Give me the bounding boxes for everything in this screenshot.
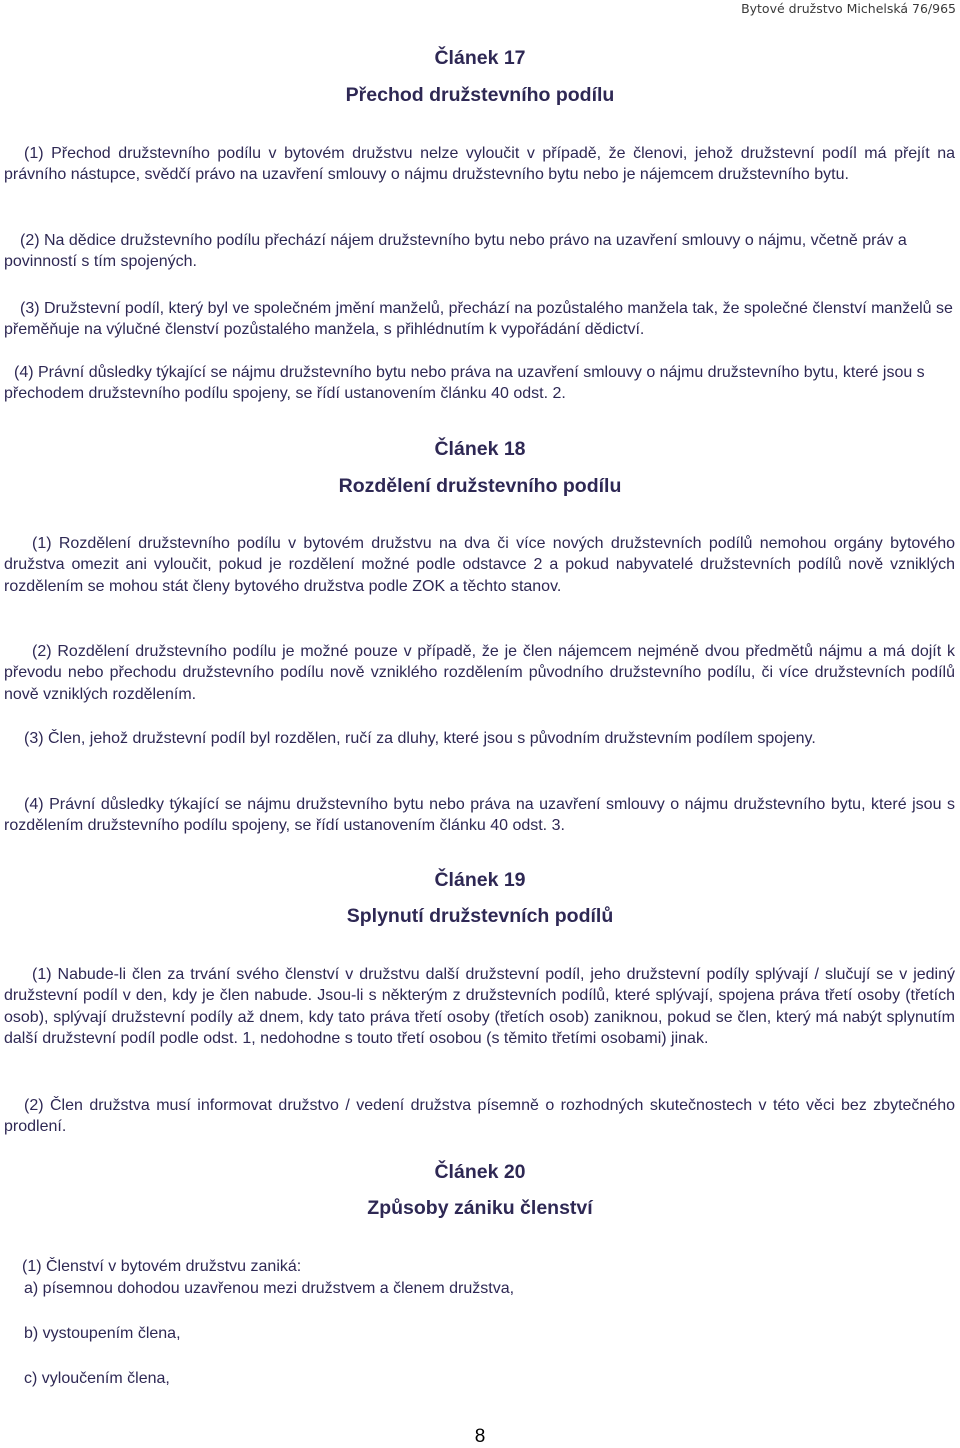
running-header: Bytové družstvo Michelská 76/965 [741, 1, 956, 16]
article-19-paragraph-2: (2) Člen družstva musí informovat družstvo / vedení družstva písemně o rozhodných skutečnostech v této věci bez zbytečného prodlení. [4, 1097, 955, 1136]
page-number: 8 [474, 1426, 486, 1447]
article-20-title: Způsoby zániku členství [367, 1197, 593, 1219]
article-18-paragraph-4: (4) Právní důsledky týkající se nájmu družstevního bytu nebo práva na uzavření smlouvy o nájmu družstevního bytu, které jsou s rozdělením družstevního podílu spojeny, se řídí ustanovením článku 40 odst. 3. [4, 796, 955, 835]
article-19-number: Článek 19 [434, 869, 526, 891]
article-19-title: Splynutí družstevních podílů [346, 905, 614, 927]
list-item-a: a) písemnou dohodou uzavřenou mezi družstvem a členem družstva, [24, 1280, 515, 1297]
article-18-number: Článek 18 [434, 438, 526, 460]
list-item-b: b) vystoupením člena, [24, 1325, 181, 1342]
article-17-paragraph-3: (3) Družstevní podíl, který byl ve společném jmění manželů, přechází na pozůstalého manžela tak, že společné členství manželů se přeměňuje na výlučné členství pozůstalého manžela, s přihlédnutím k vypořádání dědictví. [4, 300, 953, 339]
article-18-title: Rozdělení družstevního podílu [338, 475, 622, 497]
article-20-intro: (1) Členství v bytovém družstvu zaniká: [22, 1258, 302, 1275]
article-19-paragraph-1: (1) Nabude-li člen za trvání svého členství v družstvu další družstevní podíl, jeho družstevní podíly splývají / slučují se v jediný družstevní podíl v den, kdy je člen nabude. Jsou-li s některým z družstevních podílů, které splývají, spojena práva třetí osoby (třetích osob), splývají družstevní podíly až dnem, kdy tato práva třetí osoby (třetích osob) zaniknou, pokud se člen, který má nabýt splynutím další družstevní podíl podle odst. 1, nedohodne s touto třetí osobou (s těmito třetími osobami) jinak. [4, 966, 955, 1047]
article-18-paragraph-1: (1) Rozdělení družstevního podílu v bytovém družstvu na dva či více nových družstevních podílů nemohou orgány bytového družstva omezit ani vyloučit, pokud je rozdělení možné podle odstavce 2 a pokud nabyvatelé družstevních podílů nově vzniklých rozdělením se mohou stát členy bytového družstva podle ZOK a těchto stanov. [4, 535, 955, 595]
article-17-paragraph-1: (1) Přechod družstevního podílu v bytovém družstvu nelze vyloučit v případě, že členovi, jehož družstevní podíl má přejít na právního nástupce, svědčí právo na uzavření smlouvy o nájmu družstevního bytu nebo je nájemcem družstevního bytu. [4, 145, 955, 184]
article-17-paragraph-2: (2) Na dědice družstevního podílu přechází nájem družstevního bytu nebo právo na uzavření smlouvy o nájmu, včetně práv a povinností s tím spojených. [4, 232, 907, 271]
article-17-number: Článek 17 [434, 47, 526, 69]
article-17-paragraph-4: (4) Právní důsledky týkající se nájmu družstevního bytu nebo práva na uzavření smlouvy o nájmu družstevního bytu, které jsou s přechodem družstevního podílu spojeny, se řídí ustanovením článku 40 odst. 2. [4, 364, 925, 403]
article-18-paragraph-3: (3) Člen, jehož družstevní podíl byl rozdělen, ručí za dluhy, které jsou s původním družstevním podílem spojeny. [24, 730, 816, 747]
article-18-paragraph-2: (2) Rozdělení družstevního podílu je možné pouze v případě, že je člen nájemcem nejméně dvou předmětů nájmu a má dojít k převodu nebo přechodu družstevního podílu nově vzniklého rozdělením původního družstevního podílu, či více družstevních podílů nově vzniklých rozdělením. [4, 643, 955, 703]
article-17-title: Přechod družstevního podílu [345, 84, 615, 106]
article-20-number: Článek 20 [434, 1161, 526, 1183]
list-item-c: c) vyloučením člena, [24, 1370, 170, 1387]
